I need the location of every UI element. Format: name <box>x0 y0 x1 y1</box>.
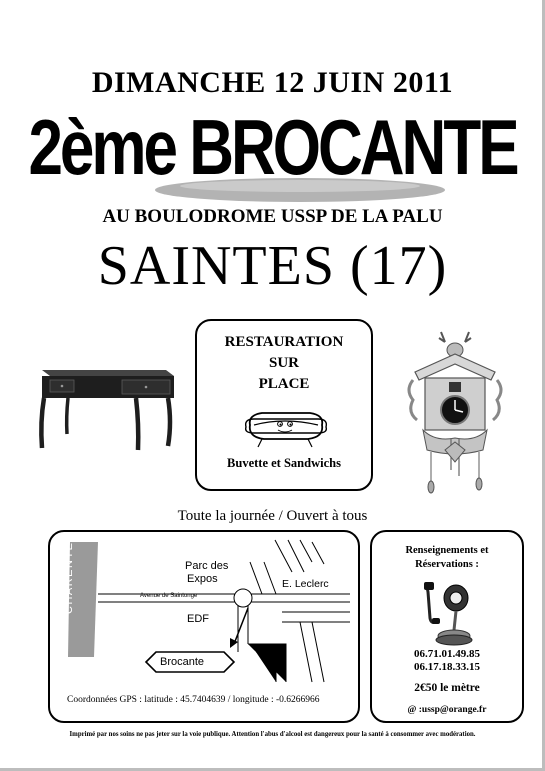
map-edf-label: EDF <box>187 613 209 625</box>
info-heading-line1: Renseignements et <box>405 545 489 556</box>
telephone-icon <box>418 578 478 646</box>
event-date: DIMANCHE 12 JUIN 2011 <box>91 66 454 99</box>
event-title: 2ème BROCANTE <box>28 105 517 192</box>
restauration-line2: SUR <box>268 355 299 371</box>
cuckoo-clock-icon <box>405 330 505 495</box>
location-map <box>48 530 360 723</box>
restauration-line1: RESTAURATION <box>224 334 344 350</box>
map-parc-line2: Expos <box>187 573 218 585</box>
info-box <box>370 530 524 723</box>
all-day-text: Toute la journée / Ouvert à tous <box>177 508 368 524</box>
restauration-box <box>195 319 373 491</box>
event-city: SAINTES (17) <box>97 235 448 297</box>
restauration-line3: PLACE <box>258 376 310 392</box>
info-price: 2€50 le mètre <box>414 682 480 694</box>
map-leclerc-label: E. Leclerc <box>282 578 329 590</box>
event-venue: AU BOULODROME USSP DE LA PALU <box>102 206 443 227</box>
info-email: @ :ussp@orange.fr <box>407 705 487 715</box>
info-heading-line2: Réservations : <box>415 559 479 570</box>
map-avenue-label: Avenue de Saintonge <box>140 593 198 599</box>
map-parc-line1: Parc des <box>185 560 229 572</box>
info-phone1: 06.71.01.49.85 <box>414 648 480 660</box>
hotdog-icon <box>244 403 328 449</box>
map-brocante-label: Brocante <box>160 656 205 668</box>
map-river-label: CHARENTE <box>63 541 75 614</box>
gps-coordinates: Coordonnées GPS : latitude : 45.7404639 / longitude : -0.6266966 <box>67 695 320 705</box>
info-phone2: 06.17.18.33.15 <box>414 661 480 673</box>
desk-icon <box>36 362 176 462</box>
footer-notice: Imprimé par nos soins ne pas jeter sur la voie publique. Attention l'abus d'alcool est dangereux pour la santé à consommer avec modération. <box>69 731 476 738</box>
restauration-sub: Buvette et Sandwichs <box>227 456 341 470</box>
